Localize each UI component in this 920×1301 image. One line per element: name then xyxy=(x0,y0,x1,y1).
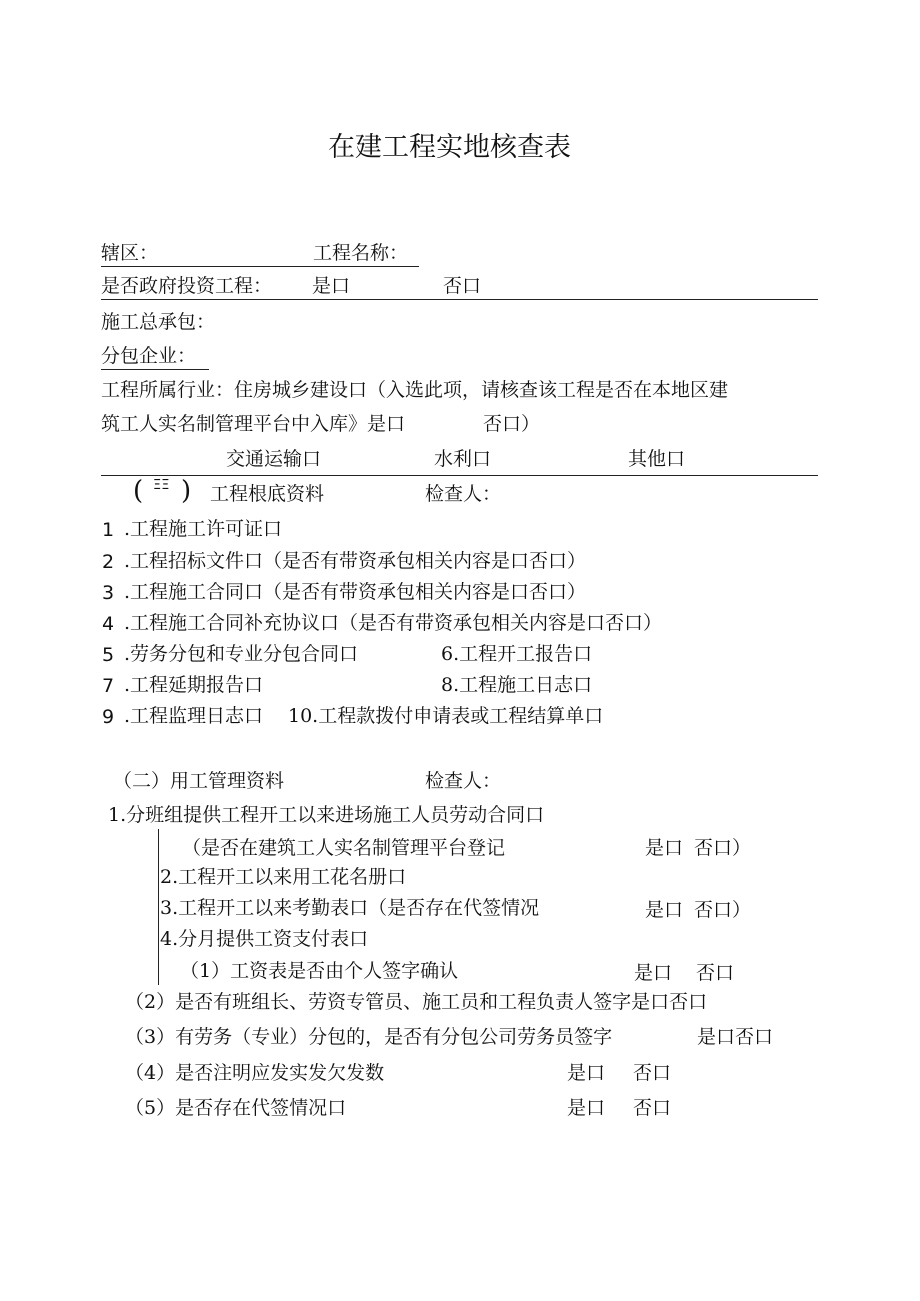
industry-water: 水利口 xyxy=(434,448,492,470)
section2-title: （二）用工管理资料 xyxy=(113,770,285,792)
section2-inspector-label: 检查人： xyxy=(425,770,502,792)
section1-item-6: 6.工程开工报告口 xyxy=(441,643,593,665)
section1-number: ΞΞ xyxy=(153,478,170,493)
section1-item-num: 4 xyxy=(102,613,115,635)
gov-invest-divider xyxy=(101,299,818,300)
project-name-label: 工程名称： xyxy=(313,242,409,264)
industry-transport: 交通运输口 xyxy=(226,448,322,470)
section1-item-num: 3 xyxy=(102,582,115,604)
section1-item-8: 8.工程施工日志口 xyxy=(441,674,593,696)
section2-sub-1: （1）工资表是否由个人签字确认 xyxy=(180,960,459,982)
section2-sub-1-yes: 是口 xyxy=(634,962,673,984)
section2-item-2: 2.工程开工以来用工花名册口 xyxy=(160,866,407,888)
section2-item-3-yes: 是口 xyxy=(645,899,684,921)
gov-invest-no: 否口 xyxy=(443,275,482,297)
section1-paren-open: ( xyxy=(133,476,144,506)
section2-item-1-sub: （是否在建筑工人实名制管理平台登记 xyxy=(182,837,506,859)
section2-bracket-line xyxy=(158,829,159,985)
section1-item: .工程延期报告口 xyxy=(124,674,264,696)
section1-item-num: 9 xyxy=(102,706,115,728)
section1-item: .工程招标文件口（是否有带资承包相关内容是口否口） xyxy=(124,550,587,572)
industry-line-2: 筑工人实名制管理平台中入库》是口 xyxy=(101,413,406,435)
section2-sub-3-yesno: 是口否口 xyxy=(697,1026,774,1048)
section1-item: .劳务分包和专业分包合同口 xyxy=(124,643,359,665)
section2-item-1: 1.分班组提供工程开工以来进场施工人员劳动合同口 xyxy=(108,804,545,826)
section2-sub-5-yes: 是口 xyxy=(567,1097,606,1119)
section1-item: .工程施工许可证口 xyxy=(124,518,283,540)
industry-line-2-no: 否口） xyxy=(483,413,541,435)
subcontractor-underline xyxy=(101,369,209,370)
section1-item-num: 1 xyxy=(102,519,115,541)
section2-sub-2: （2）是否有班组长、劳资专管员、施工员和工程负责人签字是口否口 xyxy=(125,991,708,1013)
section1-item-num: 5 xyxy=(102,644,115,666)
industry-line-1: 工程所属行业：住房城乡建设口（入选此项，请核查该工程是否在本地区建 xyxy=(101,379,729,401)
section2-sub-4: （4）是否注明应发实发欠发数 xyxy=(125,1062,385,1084)
section1-paren-close: ) xyxy=(181,476,192,506)
district-label: 辖区： xyxy=(101,242,159,264)
section2-item-3: 3.工程开工以来考勤表口（是否存在代签情况 xyxy=(160,897,540,919)
section1-item-num: 2 xyxy=(102,551,115,573)
gov-invest-label: 是否政府投资工程： xyxy=(101,275,273,297)
section1-inspector-label: 检查人： xyxy=(425,483,502,505)
section2-item-1-no: 否口） xyxy=(694,837,752,859)
section1-item: .工程施工合同补充协议口（是否有带资承包相关内容是口否口） xyxy=(124,612,663,634)
section2-sub-1-no: 否口 xyxy=(696,962,735,984)
section1-item: .工程施工合同口（是否有带资承包相关内容是口否口） xyxy=(124,581,587,603)
section1-item: .工程监理日志口 xyxy=(124,705,264,727)
section2-sub-5: （5）是否存在代签情况口 xyxy=(125,1097,347,1119)
section2-sub-3: （3）有劳务（专业）分包的，是否有分包公司劳务员签字 xyxy=(125,1026,613,1048)
section2-sub-4-yes: 是口 xyxy=(567,1062,606,1084)
section2-item-4: 4.分月提供工资支付表口 xyxy=(160,928,369,950)
general-contractor-label: 施工总承包： xyxy=(101,311,216,333)
section2-sub-5-no: 否口 xyxy=(633,1097,672,1119)
section1-item-10: 10.工程款拨付申请表或工程结算单口 xyxy=(288,705,604,727)
section1-item-num: 7 xyxy=(102,675,115,697)
district-underline xyxy=(101,266,419,267)
industry-other: 其他口 xyxy=(628,448,686,470)
industry-divider xyxy=(101,475,818,476)
section2-sub-4-no: 否口 xyxy=(633,1062,672,1084)
subcontractor-label: 分包企业： xyxy=(101,345,197,367)
section1-title: 工程根底资料 xyxy=(210,483,325,505)
section2-item-3-no: 否口） xyxy=(694,899,752,921)
page-title: 在建工程实地核查表 xyxy=(328,132,571,163)
section2-item-1-yes: 是口 xyxy=(645,837,684,859)
gov-invest-yes: 是口 xyxy=(312,275,351,297)
